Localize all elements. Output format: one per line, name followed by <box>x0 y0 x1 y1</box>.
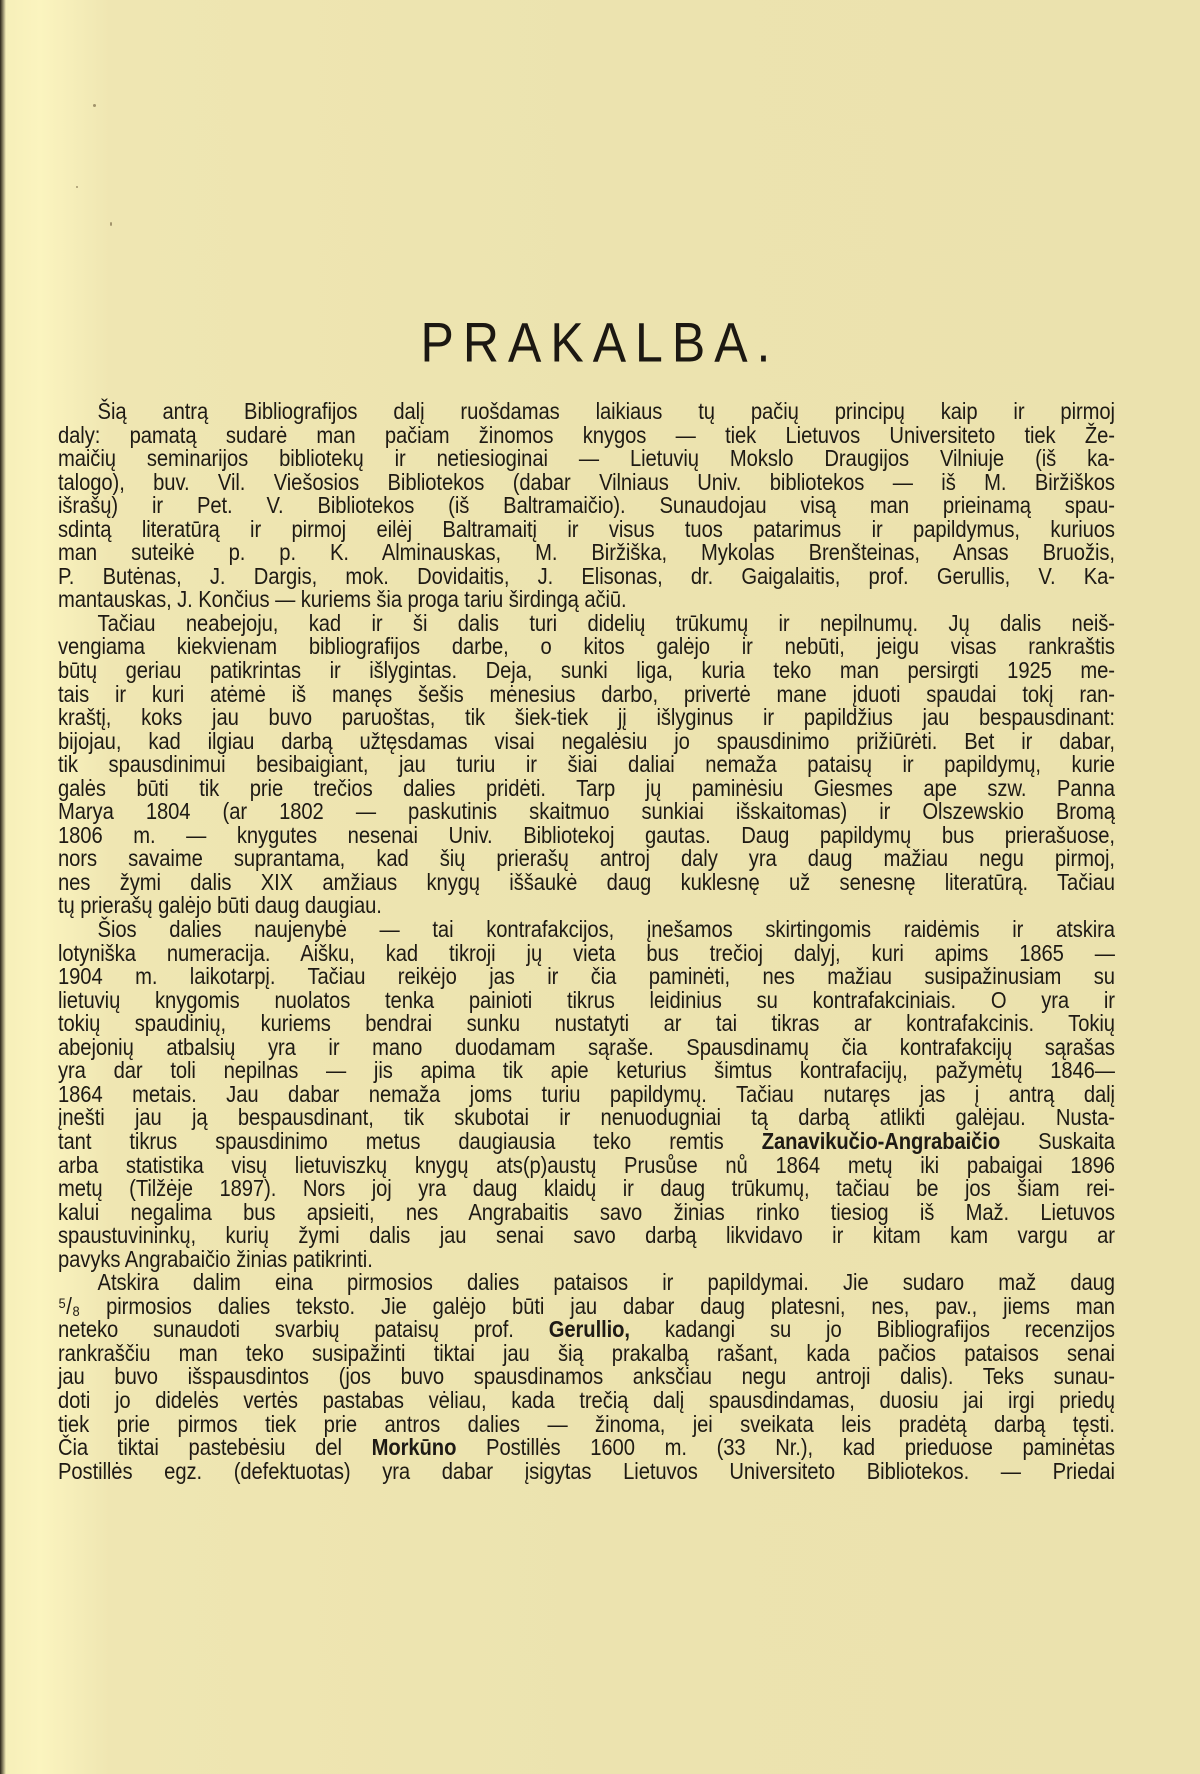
text-line <box>58 447 1115 471</box>
text-line <box>58 400 1115 424</box>
bold-name: Morkūno <box>371 1434 457 1461</box>
line-text: talogo), buv. Vil. Viešosios Bibliotekos (dabar Vilniaus Univ. bibliotekos — iš M. Biržiškos <box>58 468 1115 495</box>
text-line <box>58 1457 1115 1484</box>
line-text: tokių spaudinių, kuriems bendrai sunku nustatyti ar tai tikras ar kontrafakcinis. Tokių <box>58 1010 1115 1037</box>
line-text: yra dar toli nepilnas — jis apima tik apie keturius šimtus kontrafacijų, pažymėtų 1846— <box>58 1057 1115 1084</box>
text-line <box>58 680 1115 707</box>
text-line <box>58 588 1115 612</box>
text-line <box>58 1012 1115 1036</box>
line-text: doti jo didelės vertės pastabas vėliau, kada trečią dalį spausdindamas, duosiu jai irgi priedų <box>58 1386 1115 1413</box>
text-line <box>58 659 1115 683</box>
text-line <box>58 1127 1115 1154</box>
text-line <box>58 918 1115 942</box>
text-line <box>58 1106 1115 1130</box>
line-text: išrašų) ir Pet. V. Bibliotekos (iš Baltramaičio). Sunaudojau visą man prieinamą spau- <box>58 492 1115 519</box>
text-line <box>58 1198 1115 1225</box>
text-line <box>58 1292 1115 1319</box>
line-text: Šios dalies naujenybė — tai kontrafakcijos, įnešamos skirtingomis raidėmis ir atskira <box>97 916 1115 943</box>
text-line <box>58 494 1115 518</box>
line-text: būtų geriau patikrintas ir išlygintas. Deja, sunki liga, kuria teko man persirgti 1925 me- <box>58 657 1115 684</box>
line-text: 1864 metais. Jau dabar nemaža joms turiu papildymų. Tačiau nutaręs jas į antrą dalį <box>58 1080 1115 1107</box>
line-text: Suskaita <box>1000 1127 1115 1154</box>
text-line <box>58 753 1115 777</box>
line-text: Postillės 1600 m. (33 Nr.), kad prieduose paminėtas <box>456 1434 1115 1461</box>
text-line <box>58 800 1115 824</box>
text-line <box>58 1224 1115 1248</box>
text-line <box>58 1365 1115 1389</box>
text-line <box>58 1151 1115 1178</box>
text-line <box>58 1386 1115 1413</box>
text-line <box>58 1271 1115 1295</box>
line-text: bijojau, kad ilgiau darbą užtęsdamas visai negalėsiu jo spausdinimo prižiūrėti. Bet ir dabar, <box>58 727 1115 754</box>
text-line <box>58 727 1115 754</box>
line-text: Šią antrą Bibliografijos dalį ruošdamas laikiaus tų pačių principų kaip ir pirmoj <box>97 398 1115 424</box>
line-text: P. Butėnas, J. Dargis, mok. Dovidaitis, J. Elisonas, dr. Gaigalaitis, prof. Gerullis, V. Ka- <box>58 562 1115 589</box>
text-line <box>58 1318 1115 1342</box>
line-text: sdintą literatūrą ir pirmoj eilėj Baltramaitį ir visus tuos patarimus ir papildymus, kuriuos <box>58 515 1115 542</box>
text-line <box>58 847 1115 871</box>
line-text: pavyks Angrabaičio žinias patikrinti. <box>58 1245 373 1272</box>
line-text: 1806 m. — knygutes nesenai Univ. Bibliotekoj gautas. Daug papildymų bus prierašuose, <box>58 821 1115 848</box>
line-text: spaustuvininkų, kurių žymi dalis jau senai savo darbą likvidavo ir kitam kam vargu ar <box>58 1222 1115 1249</box>
text-line <box>58 1339 1115 1366</box>
line-text: galės būti tik prie trečios dalies pridėti. Tarp jų paminėsiu Giesmes ape szw. Panna <box>58 774 1115 801</box>
line-text: mantauskas, J. Končius — kuriems šia proga tariu širdingą ačiū. <box>58 586 627 613</box>
text-line <box>58 1410 1115 1437</box>
paper-speck <box>76 186 78 188</box>
line-text: lotyniška numeracija. Aišku, kad tikroji jų vieta bus trečioj dalyj, kuri apims 1865 — <box>58 939 1115 966</box>
text-line <box>58 965 1115 989</box>
text-line <box>58 1033 1115 1060</box>
line-text: kadangi su jo Bibliografijos recenzijos <box>629 1316 1115 1343</box>
text-line <box>58 562 1115 589</box>
line-text: kalui negalima bus apsieiti, nes Angrabaitis savo žinias rinko tiesiog iš Maž. Lietuvos <box>58 1198 1115 1225</box>
line-text: nes žymi dalis XIX amžiaus knygų iššaukė daug kuklesnę už senesnę literatūrą. Tačiau <box>58 868 1115 895</box>
line-text: tais ir kuri atėmė iš manęs šešis mėnesius darbo, privertė mane įduoti spaudai tokį ran- <box>58 680 1115 707</box>
line-text: maičių seminarijos bibliotekų ir netiesioginai — Lietuvių Mokslo Draugijos Vilniuje (iš ka- <box>58 445 1115 472</box>
line-text: įnešti jau ją bespausdinant, tik skubotai ir nenuodugniai tą darbą atlikti galėjau. Nusta- <box>58 1104 1115 1131</box>
text-line <box>58 468 1115 495</box>
line-text: vengiama kiekvienam bibliografijos darbe, o kitos galėjo ir nebūti, jeigu visas rankraštis <box>58 633 1115 660</box>
text-line <box>58 939 1115 966</box>
text-line <box>58 421 1115 448</box>
line-text: Marya 1804 (ar 1802 — paskutinis skaitmuo sunkiai išskaitomas) ir Olszewskio Bromą <box>58 798 1115 825</box>
line-text: jau buvo išspausdintos (jos buvo spausdinamos anksčiau negu antroji dalis). Teks sunau- <box>58 1363 1115 1390</box>
line-text: Atskira dalim eina pirmosios dalies pataisos ir papildymai. Jie sudaro maž daug <box>97 1269 1115 1296</box>
text-line <box>58 706 1115 730</box>
line-text: nors savaime suprantama, kad šių prierašų antroj daly yra daug mažiau negu pirmoj, <box>58 845 1115 872</box>
line-text: tant tikrus spausdinimo metus daugiausia teko remtis <box>58 1127 762 1154</box>
line-text: arba statistika visų lietuviszkų knygų ats(p)austų Prusůse nů 1864 metų iki pabaigai 1896 <box>58 1151 1115 1178</box>
line-text: ⁵/₈ pirmosios dalies teksto. Jie galėjo būti jau dabar daug platesni, nes, pav., jiems man <box>58 1292 1115 1319</box>
line-text: lietuvių knygomis nuolatos tenka painioti tikrus leidinius su kontrafakciniais. O yra ir <box>58 986 1115 1013</box>
line-text: metų (Tilžėje 1897). Nors joj yra daug klaidų ir daug trūkumų, tačiau be jos šiam rei- <box>58 1175 1115 1202</box>
text-line <box>58 821 1115 848</box>
text-line <box>58 1059 1115 1083</box>
text-line <box>58 1080 1115 1107</box>
line-text: abejonių atbalsių yra ir mano duodamam sąraše. Spausdinamų čia kontrafakcijų sąrašas <box>58 1033 1115 1060</box>
line-text: rankraščiu man teko susipažinti tiktai jau šią prakalbą rašant, kada pačios pataisos senai <box>58 1339 1115 1366</box>
text-line <box>58 515 1115 542</box>
bold-name: Gerullio, <box>548 1316 630 1343</box>
line-text: 1904 m. laikotarpį. Tačiau reikėjo jas ir čia paminėti, nes mažiau susipažinusiam su <box>58 963 1115 990</box>
text-line <box>58 986 1115 1013</box>
preface-body <box>58 400 1115 1483</box>
line-text: tik spausdinimui besibaigiant, jau turiu ir šiai daliai nemaža pataisų ir papildymų, kurie <box>58 751 1115 778</box>
text-line <box>58 635 1115 659</box>
text-line <box>58 609 1115 636</box>
line-text: Tačiau neabejoju, kad ir ši dalis turi didelių trūkumų ir nepilnumų. Jų dalis neiš- <box>97 609 1115 636</box>
line-text: man suteikė p. p. K. Alminauskas, M. Biržiška, Mykolas Brenšteinas, Ansas Bruožis, <box>58 539 1115 566</box>
paper-speck <box>93 104 96 107</box>
line-text: kraštį, koks jau buvo paruoštas, tik šiek-tiek jį išlyginus ir papildžius jau bespausdinant: <box>58 704 1115 731</box>
line-text: tiek prie pirmos tiek prie antros dalies — žinoma, jei sveikata leis pradėtą darbą tęsti. <box>58 1410 1115 1437</box>
text-line <box>58 774 1115 801</box>
paper-speck <box>110 222 112 226</box>
bold-name: Zanavikučio-Angrabaičio <box>761 1127 1001 1154</box>
text-line <box>58 1436 1115 1460</box>
line-text: Postillės egz. (defektuotas) yra dabar įsigytas Lietuvos Universiteto Bibliotekos. — Priedai <box>58 1457 1115 1484</box>
text-line <box>58 868 1115 895</box>
text-line <box>58 1177 1115 1201</box>
text-line <box>58 894 1115 918</box>
line-text: daly: pamatą sudarė man pačiam žinomos knygos — tiek Lietuvos Universiteto tiek Že- <box>58 421 1115 448</box>
line-text: Čia tiktai pastebėsiu del <box>58 1434 372 1461</box>
line-text: neteko sunaudoti svarbių pataisų prof. <box>58 1316 549 1343</box>
line-text: tų prierašų galėjo būti daug daugiau. <box>58 892 382 919</box>
text-line <box>58 1245 1115 1272</box>
page-title: PRAKALBA. <box>420 311 780 374</box>
text-line <box>58 541 1115 565</box>
